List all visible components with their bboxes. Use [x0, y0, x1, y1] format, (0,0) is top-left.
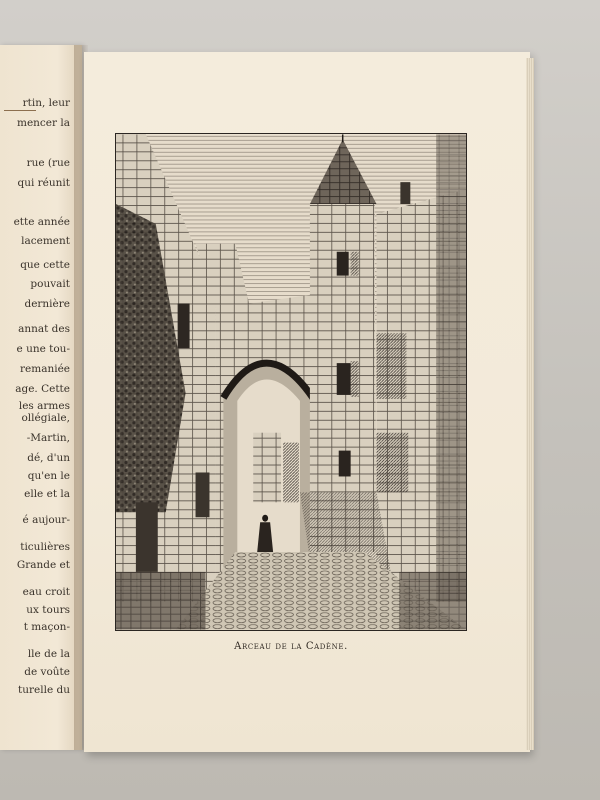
foreground-shadow [399, 572, 466, 630]
tower-window-lower [339, 451, 351, 477]
left-page-text [0, 45, 70, 750]
chimney [400, 182, 410, 204]
left-line: Grande et [16, 559, 70, 571]
left-line: rtin, leur [22, 97, 70, 109]
left-line: age. Cette [15, 383, 70, 395]
left-line: remaniée [20, 363, 70, 375]
left-line: de voûte [24, 666, 70, 678]
left-line: que cette [20, 259, 70, 271]
foreground-rubble [116, 572, 205, 630]
left-line: mencer la [16, 117, 70, 129]
engraving-plate [115, 133, 467, 631]
left-line: ette année [13, 216, 70, 228]
tower-shutter [351, 252, 359, 276]
left-page [0, 45, 82, 750]
left-line: qui réunit [17, 177, 70, 189]
tower-window-mid [337, 363, 351, 395]
left-line: ticulières [20, 541, 70, 553]
tower-shutter-mid [351, 361, 359, 397]
left-line: lacement [21, 235, 70, 247]
figure-head [262, 515, 268, 522]
left-line: lle de la [27, 648, 70, 660]
left-line: e une tou- [16, 343, 70, 355]
left-door [136, 502, 158, 572]
street-engraving [116, 134, 466, 630]
right-edge-shadow [436, 134, 466, 601]
distant-house-shadow [283, 443, 299, 503]
left-line: qu'en le [27, 470, 70, 482]
left-line: elle et la [24, 488, 70, 500]
left-line: ux tours [26, 604, 70, 616]
tower-window-upper [337, 252, 349, 276]
left-line: ollégiale, [21, 412, 70, 424]
right-shutter-lower [377, 433, 409, 493]
left-line: dernière [24, 298, 70, 310]
left-line: -Martin, [26, 432, 70, 444]
left-window-lower [196, 472, 210, 517]
left-line: annat des [18, 323, 70, 335]
left-line: pouvait [30, 278, 70, 290]
left-line: é aujour- [22, 514, 70, 526]
page-edge [526, 58, 534, 750]
right-shutter-upper [377, 333, 407, 399]
left-line: t maçon- [23, 621, 70, 633]
left-window [178, 303, 190, 348]
distant-house [253, 433, 281, 503]
left-line: les armes [18, 400, 70, 412]
left-line: dé, d'un [27, 452, 70, 464]
illustration-caption: Arceau de la Cadène. [234, 641, 348, 652]
left-line: rue (rue [26, 157, 70, 169]
left-line: eau croit [22, 586, 70, 598]
left-line: turelle du [18, 684, 70, 696]
